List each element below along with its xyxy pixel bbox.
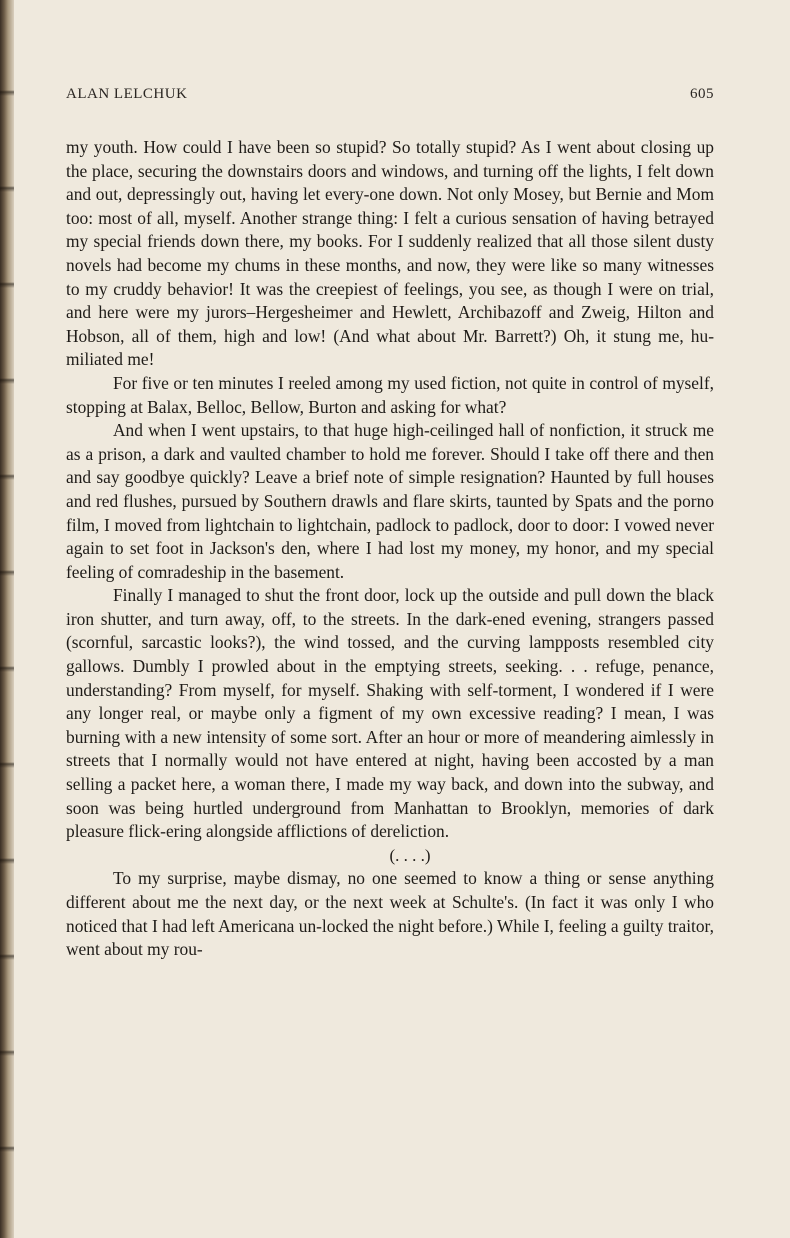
book-page — [66, 86, 714, 962]
paragraph: To my surprise, maybe dismay, no one seemed to know a thing or sense anything different about me the next day, or the next week at Schulte's. (In fact it was only I who noticed that I had left Americana un-locked the night before.) While I, feeling a guilty traitor, went about my rou- — [66, 868, 714, 960]
paragraph: For five or ten minutes I reeled among my used fiction, not quite in control of myself, stopping at Balax, Belloc, Bellow, Burton and asking for what? — [66, 372, 714, 417]
page-number: 605 — [690, 86, 714, 102]
binding-thread-marks — [0, 0, 14, 1238]
paragraph: Finally I managed to shut the front door, lock up the outside and pull down the black iron shutter, and turn away, off, to the streets. In the dark-ened evening, strangers passed (scornful, sarcastic looks?), the wind tossed, and the curving lampposts resembled city gallows. Dumbly I prowled about in the emptying streets, seeking. . . refuge, penance, understanding? From myself, for myself. Shaking with self-torment, I wondered if I were any longer real, or maybe only a figment of my own excessive reading? I mean, I was burning with a new intensity of some sort. After an hour or more of meandering aimlessly in streets that I normally would not have entered at night, having been accosted by a man selling a packet here, a woman there, I made my way back, and down into the subway, and soon was being hurtled underground from Manhattan to Brooklyn, memories of dark pleasure flick-ering alongside afflictions of dereliction. — [66, 585, 714, 842]
paragraph: And when I went upstairs, to that huge high-ceilinged hall of nonfiction, it struck me as a prison, a dark and vaulted chamber to hold me forever. Should I take off there and then and say goodbye quickly? Leave a brief note of simple resignation? Haunted by full houses and red flushes, pursued by Southern drawls and flare skirts, taunted by Spats and the porno film, I moved from lightchain to lightchain, padlock to padlock, door to door: I vowed never again to set foot in Jackson's den, where I had lost my money, my honor, and my special feeling of comradeship in the basement. — [66, 420, 714, 582]
section-break: (. . . .) — [389, 845, 431, 865]
paragraph: my youth. How could I have been so stupid? So totally stupid? As I went about closing up the place, securing the downstairs doors and windows, and turning off the lights, I felt down and out, depressingly out, having let every-one down. Not only Mosey, but Bernie and Mom too: most of all, myself. Another strange thing: I felt a curious sensation of having betrayed my special friends down there, my books. For I suddenly realized that all those silent dusty novels had become my chums in these months, and now, they were like so many witnesses to my cruddy behavior! It was the creepiest of feelings, you see, as though I were on trial, and here were my jurors–Hergesheimer and Hewlett, Archibazoff and Zweig, Hilton and Hobson, all of them, high and low! (And what about Mr. Barrett?) Oh, it stung me, hu-miliated me! — [66, 137, 714, 370]
body-text — [66, 136, 714, 962]
running-head — [66, 86, 714, 103]
author-name: ALAN LELCHUK — [66, 86, 188, 102]
